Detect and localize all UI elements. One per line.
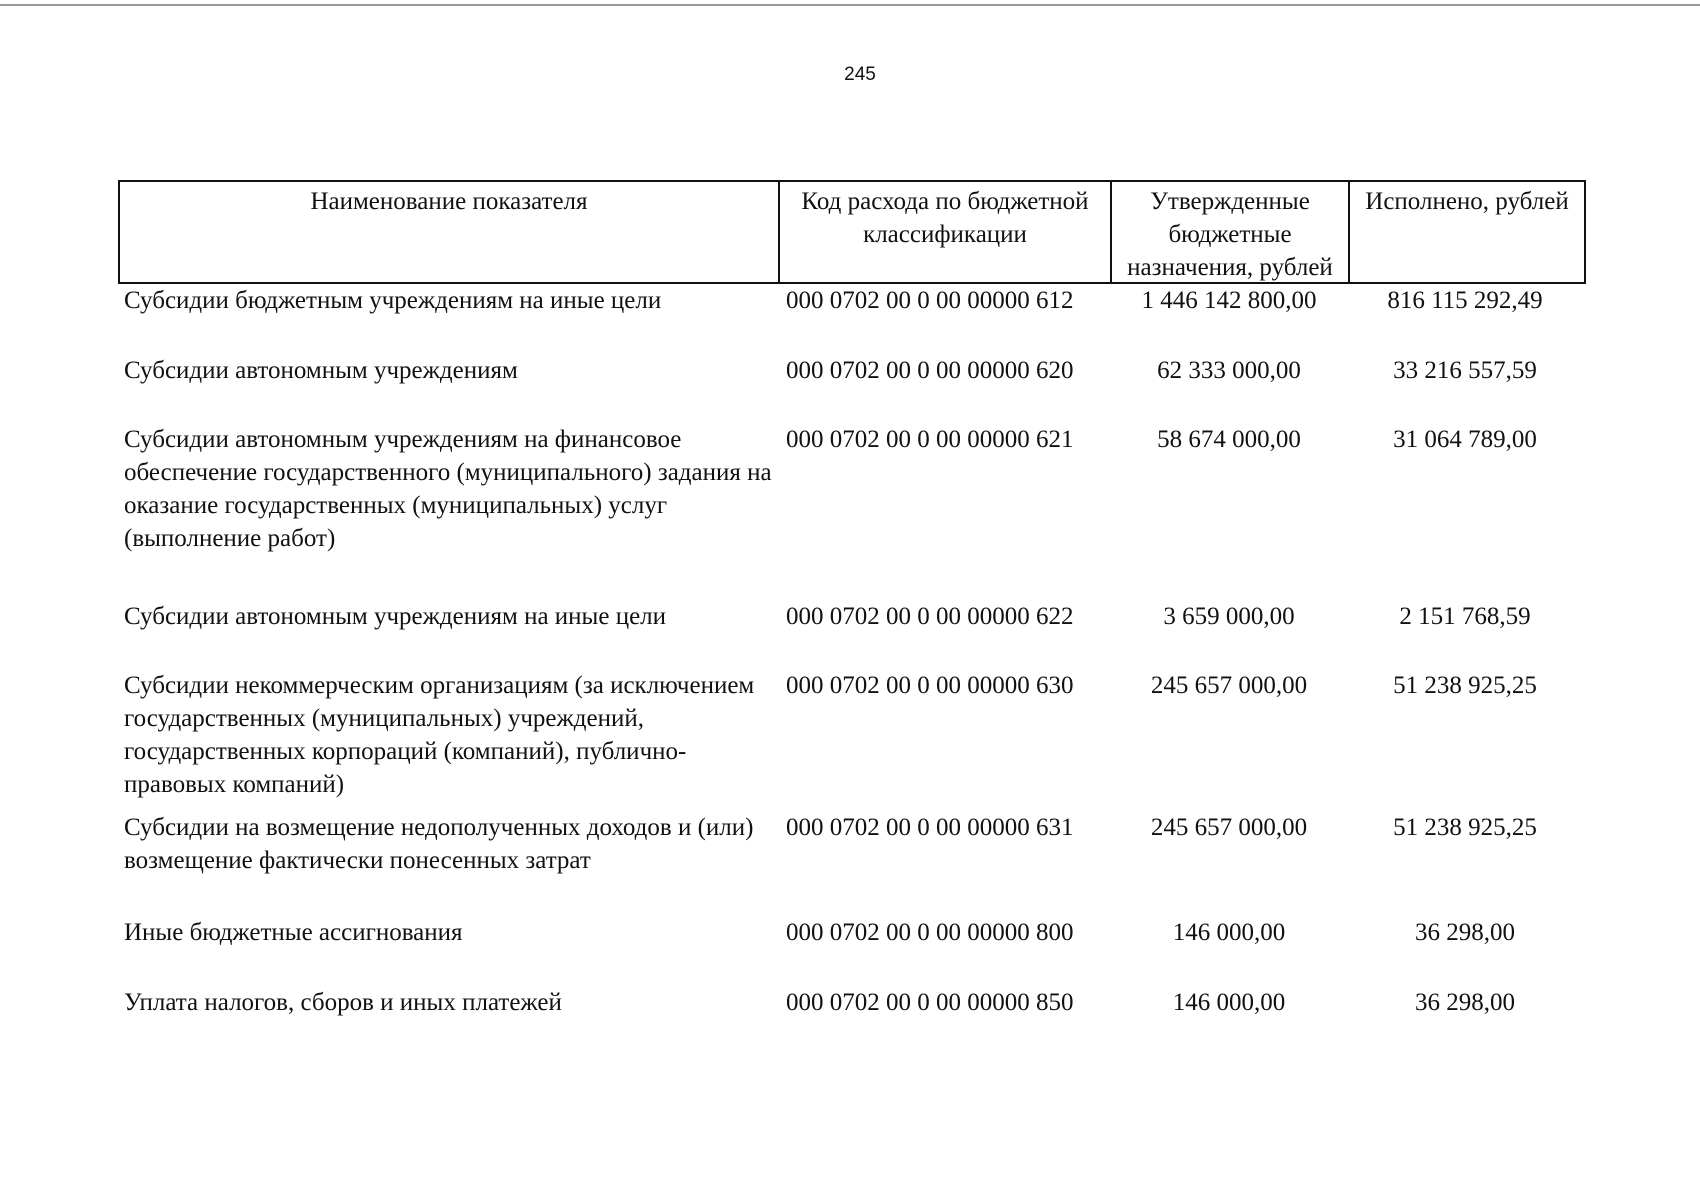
row-executed: 36 298,00 <box>1415 919 1515 946</box>
row-name: Субсидии автономным учреждениям на иные цели <box>124 603 667 630</box>
row-executed: 31 064 789,00 <box>1393 426 1537 453</box>
scan-edge-line <box>0 4 1700 6</box>
table-header <box>118 180 1586 284</box>
row-approved: 146 000,00 <box>1172 989 1286 1016</box>
row-approved: 3 659 000,00 <box>1163 603 1295 630</box>
row-code: 000 0702 00 0 00 00000 800 <box>786 919 1074 946</box>
row-name: Субсидии на возмещение недополученных доходов и (или) возмещение фактически понесенных затрат <box>124 814 754 874</box>
row-approved: 245 657 000,00 <box>1150 814 1308 841</box>
header-executed: Исполнено, рублей <box>1365 188 1569 215</box>
header-code: Код расхода по бюджетной классификации <box>780 182 1112 282</box>
row-approved: 58 674 000,00 <box>1157 426 1301 453</box>
row-code: 000 0702 00 0 00 00000 622 <box>786 603 1074 630</box>
table-row <box>118 284 1586 354</box>
row-executed: 2 151 768,59 <box>1399 603 1531 630</box>
header-approved: Утвержденные бюджетные назначения, рублей <box>1112 182 1350 282</box>
row-approved: 245 657 000,00 <box>1150 672 1308 699</box>
row-name: Субсидии некоммерческим организациям (за исключением государственных (муниципальных) учреждений, государственных корпораций (компаний), публично-правовых компаний) <box>124 672 755 798</box>
row-code: 000 0702 00 0 00 00000 631 <box>786 814 1074 841</box>
row-executed: 33 216 557,59 <box>1393 357 1537 384</box>
row-name: Субсидии автономным учреждениям на финансовое обеспечение государственного (муниципального) задания на оказание государственных (муниципальных) услуг (выполнение работ) <box>124 426 772 552</box>
row-code: 000 0702 00 0 00 00000 620 <box>786 357 1074 384</box>
table-row <box>118 986 1586 1026</box>
table-row <box>118 916 1586 986</box>
row-name: Уплата налогов, сборов и иных платежей <box>124 989 562 1016</box>
row-name: Субсидии бюджетным учреждениям на иные цели <box>124 287 662 314</box>
page-number: 245 <box>844 64 876 85</box>
row-code: 000 0702 00 0 00 00000 612 <box>786 287 1074 314</box>
row-approved: 1 446 142 800,00 <box>1141 287 1317 314</box>
row-executed: 36 298,00 <box>1415 989 1515 1016</box>
table-row <box>118 354 1586 423</box>
row-executed: 51 238 925,25 <box>1393 672 1537 699</box>
row-executed: 816 115 292,49 <box>1387 287 1543 314</box>
table-row <box>118 600 1586 669</box>
row-name: Субсидии автономным учреждениям <box>124 357 518 384</box>
row-approved: 62 333 000,00 <box>1157 357 1301 384</box>
table-body <box>118 284 1586 1026</box>
row-approved: 146 000,00 <box>1172 919 1286 946</box>
table-row <box>118 811 1586 916</box>
row-executed: 51 238 925,25 <box>1393 814 1537 841</box>
row-code: 000 0702 00 0 00 00000 630 <box>786 672 1074 699</box>
row-code: 000 0702 00 0 00 00000 621 <box>786 426 1074 453</box>
header-name: Наименование показателя <box>120 182 780 282</box>
table-row <box>118 669 1586 811</box>
row-code: 000 0702 00 0 00 00000 850 <box>786 989 1074 1016</box>
row-name: Иные бюджетные ассигнования <box>124 919 463 946</box>
table-row <box>118 423 1586 600</box>
